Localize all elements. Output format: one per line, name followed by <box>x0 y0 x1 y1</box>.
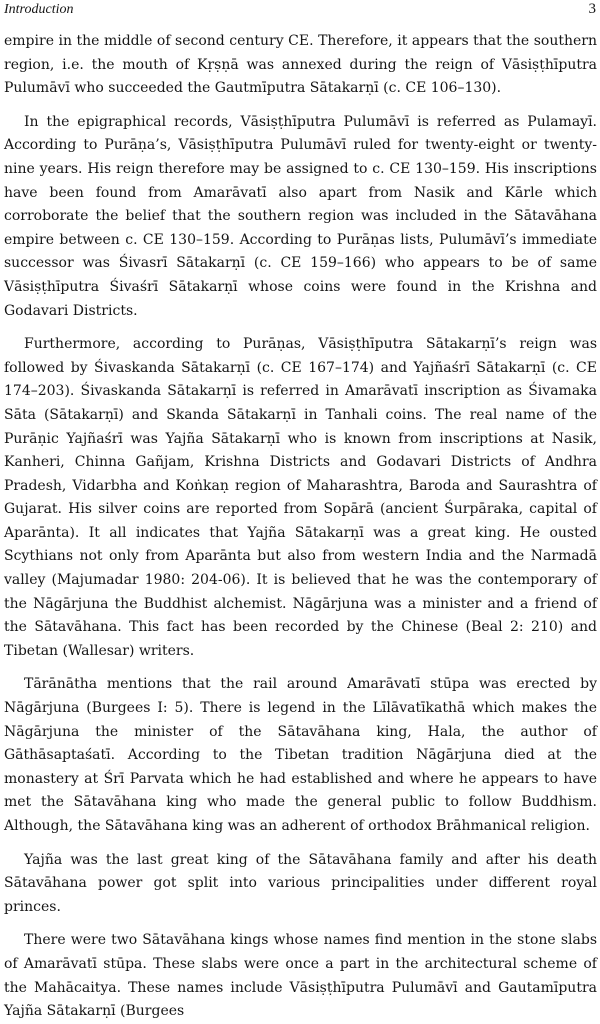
paragraph-continued: empire in the middle of second century CE. Therefore, it appears that the southern region, i.e. the mouth of Kṛṣṇā was annexed during the reign of Vāsiṣṭhīputra Pulumāvī who succeeded the Gautmīputra Sātakarṇī (c. CE 106–130). <box>4 33 597 97</box>
paragraph: Furthermore, according to Purāṇas, Vāsiṣṭhīputra Sātakarṇī’s reign was followed by Śivaskanda Sātakarṇī (c. CE 167–174) and Yajñaśrī Sātakarṇī (c. CE 174–203). Śivaskanda Sātakarṇī is referred in Amarāvatī inscription as Śivamaka Sāta (Sātakarṇī) and Skanda Sātakarṇī in Tanhali coins. The real name of the Purāṇic Yajñaśrī was Yajña Sātakarṇī who is known from inscriptions at Nasik, Kanheri, Chinna Gañjam, Krishna Districts and Godavari Districts of Andhra Pradesh, Vidarbha and Koṅkaṇ region of Maharashtra, Baroda and Saurashtra of Gujarat. His silver coins are reported from Sopārā (ancient Śurpāraka, capital of Aparānta). It all indicates that Yajña Sātakarṇī was a great king. He ousted Scythians not only from Aparānta but also from western India and the Narmadā valley (Majumadar 1980: 204-06). It is believed that he was the contemporary of the Nāgārjuna the Buddhist alchemist. Nāgārjuna was a minister and a friend of the Sātavāhana. This fact has been recorded by the Chinese (Beal 2: 210) and Tibetan (Wallesar) writers. <box>4 336 597 659</box>
running-head: Introduction <box>4 2 74 17</box>
paragraph: Yajña was the last great king of the Sātavāhana family and after his death Sātavāhana power got split into various principalities under different royal princes. <box>4 851 597 915</box>
page-header <box>0 0 600 22</box>
page-body <box>4 30 597 1024</box>
paragraph: Tārānātha mentions that the rail around Amarāvatī stūpa was erected by Nāgārjuna (Burgees I: 5). There is legend in the Līlāvatīkathā which makes the Nāgārjuna the minister of the Sātavāhana king, Hala, the author of Gāthāsaptaśatī. According to the Tibetan tradition Nāgārjuna died at the monastery at Śrī Parvata which he had established and where he appears to have met the Sātavāhana king who made the general public to follow Buddhism. Although, the Sātavāhana king was an adherent of orthodox Brāhmanical religion. <box>4 676 597 834</box>
paragraph: There were two Sātavāhana kings whose names find mention in the stone slabs of Amarāvatī stūpa. These slabs were once a part in the architectural scheme of the Mahācaitya. These names include Vāsiṣṭhīputra Pulumāvī and Gautamīputra Yajña Sātakarṇī (Burgees <box>4 932 597 1020</box>
paragraph: In the epigraphical records, Vāsiṣṭhīputra Pulumāvī is referred as Pulamayī. According to Purāṇa’s, Vāsiṣṭhīputra Pulumāvī ruled for twenty-eight or twenty-nine years. His reign therefore may be assigned to c. CE 130–159. His inscriptions have been found from Amarāvatī also apart from Nasik and Kārle which corroborate the belief that the southern region was included in the Sātavāhana empire between c. CE 130–159. According to Purāṇas lists, Pulumāvī’s immediate successor was Śivasrī Sātakarṇī (c. CE 159–166) who appears to be of same Vāsiṣṭhīputra Śivaśrī Sātakarṇī whose coins were found in the Krishna and Godavari Districts. <box>4 113 597 319</box>
page-number: 3 <box>588 1 596 17</box>
